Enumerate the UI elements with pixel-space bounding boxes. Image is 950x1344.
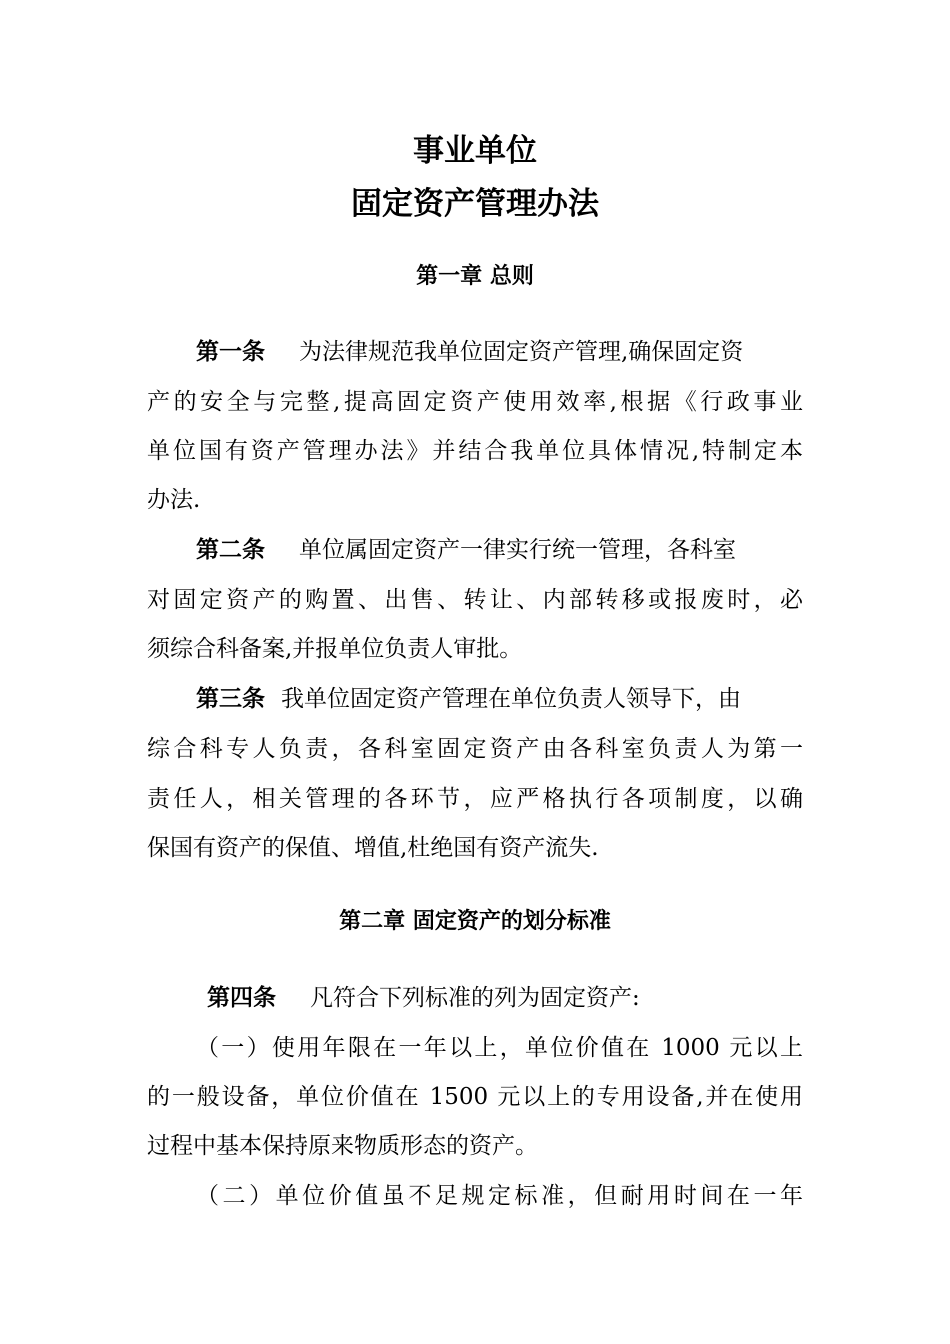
item-2-line-1: （二）单位价值虽不足规定标准，但耐用时间在一年	[196, 1183, 803, 1209]
article-2-label: 第二条	[196, 537, 265, 563]
article-3-text: 我单位固定资产管理在单位负责人领导下，由	[281, 686, 741, 712]
article-4-label: 第四条	[207, 985, 276, 1011]
article-2-line-3: 须综合科备案,并报单位负责人审批。	[147, 636, 523, 662]
article-1-text: 为法律规范我单位固定资产管理,确保固定资	[299, 339, 744, 365]
item-1-line-2: 的一般设备，单位价值在 1500 元以上的专用设备,并在使用	[147, 1084, 803, 1110]
article-2-line-2: 对固定资产的购置、出售、转让、内部转移或报废时，必	[147, 587, 803, 613]
article-2-text: 单位属固定资产一律实行统一管理，各科室	[299, 537, 736, 563]
article-1-line-1	[196, 337, 743, 367]
chapter-1-heading: 第一章 总则	[416, 264, 534, 289]
article-3-line-4: 保国有资产的保值、增值,杜绝国有资产流失.	[147, 835, 599, 861]
article-4-text: 凡符合下列标准的列为固定资产:	[310, 985, 640, 1011]
chapter-2-heading: 第二章 固定资产的划分标准	[339, 909, 611, 934]
article-3-label: 第三条	[196, 686, 265, 712]
article-1-line-3: 单位国有资产管理办法》并结合我单位具体情况,特制定本	[147, 438, 803, 464]
article-3-line-3: 责任人，相关管理的各环节，应严格执行各项制度，以确	[147, 786, 803, 812]
article-1-line-4: 办法.	[147, 487, 201, 513]
article-3-line-1	[196, 684, 741, 714]
document-title-line-2: 固定资产管理办法	[351, 186, 599, 222]
item-1-line-3: 过程中基本保持原来物质形态的资产。	[147, 1133, 538, 1159]
article-4-line-1	[207, 983, 640, 1013]
document-title-line-1: 事业单位	[413, 133, 537, 169]
article-1-line-2: 产的安全与完整,提高固定资产使用效率,根据《行政事业	[147, 389, 803, 415]
article-3-line-2: 综合科专人负责，各科室固定资产由各科室负责人为第一	[147, 736, 803, 762]
article-1-label: 第一条	[196, 339, 265, 365]
article-2-line-1	[196, 535, 736, 565]
item-1-line-1: （一）使用年限在一年以上，单位价值在 1000 元以上	[196, 1035, 803, 1061]
